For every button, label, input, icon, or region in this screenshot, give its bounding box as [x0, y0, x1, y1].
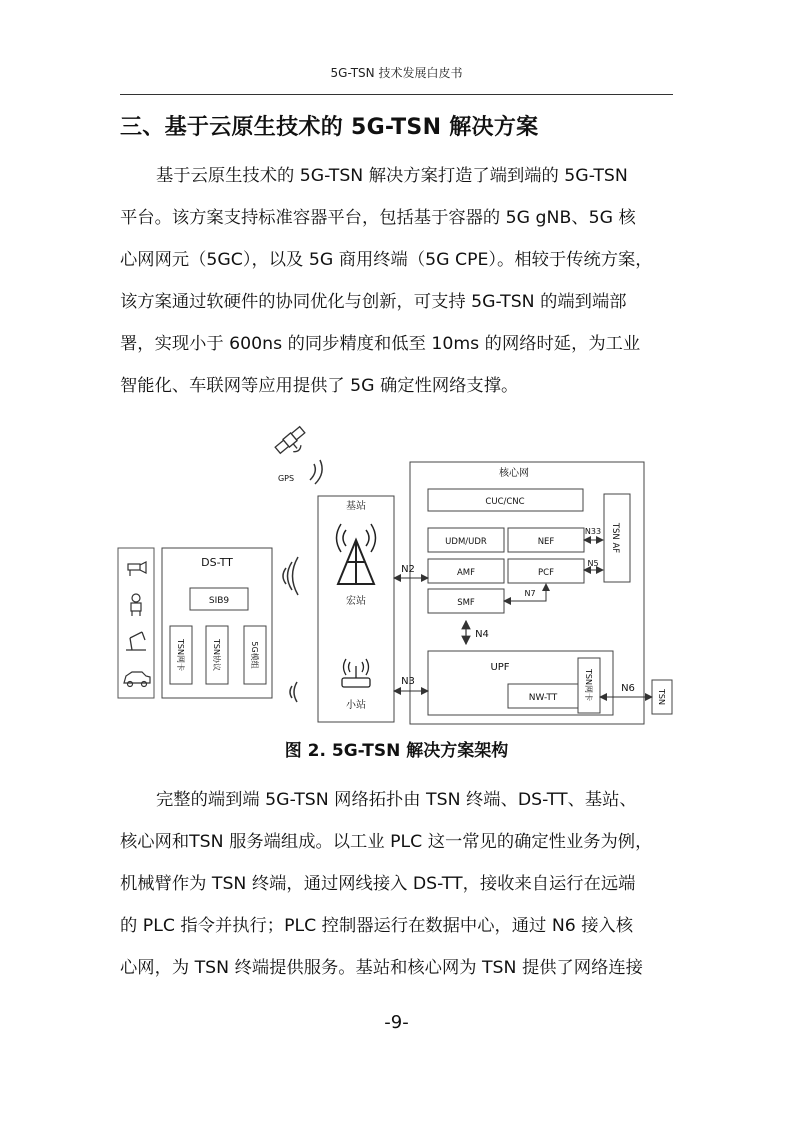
figure-caption: 图 2. 5G-TSN 解决方案架构 [284, 741, 509, 761]
nef-label: NEF [537, 537, 555, 547]
nwtt-label: NW-TT [528, 693, 558, 703]
running-header: 5G-TSN 技术发展白皮书 [330, 66, 463, 80]
dstt-title: DS-TT [201, 556, 233, 569]
tsn-server-label: TSN [657, 689, 666, 705]
paragraph-line: 署，实现小于 600ns 的同步精度和低至 10ms 的网络时延，为工业 [120, 334, 641, 354]
udm-label: UDM/UDR [445, 537, 487, 547]
n6-label: N6 [621, 683, 635, 694]
robot-arm-icon [126, 632, 146, 650]
n7-label: N7 [524, 589, 536, 598]
paragraph-line: 核心网和TSN 服务端组成。以工业 PLC 这一常见的确定性业务为例， [120, 832, 653, 852]
tsn-af-label: TSN AF [610, 522, 620, 554]
small-cell-label: 小站 [346, 700, 366, 711]
n3-label: N3 [401, 676, 415, 687]
upf-tsn-card-label: TSN网卡 [584, 669, 593, 701]
dstt-tsn-protocol-label: TSN协议 [212, 639, 221, 671]
satellite-icon [275, 426, 311, 461]
paragraph-2 [120, 779, 673, 989]
architecture-diagram [110, 418, 690, 734]
page-number: -9- [384, 1012, 409, 1033]
base-station-box [318, 496, 394, 722]
n4-label: N4 [475, 629, 489, 640]
paragraph-line: 机械臂作为 TSN 终端，通过网线接入 DS-TT，接收来自运行在远端 [120, 874, 636, 894]
paragraph-line: 完整的端到端 5G-TSN 网络拓扑由 TSN 终端、DS-TT、基站、 [156, 790, 637, 810]
paragraph-line: 智能化、车联网等应用提供了 5G 确定性网络支撑。 [120, 376, 519, 396]
core-network-title: 核心网 [499, 468, 529, 479]
wireless-signal-icon [283, 557, 298, 595]
pcf-label: PCF [538, 568, 554, 578]
n5-label: N5 [587, 559, 599, 568]
paragraph-line: 基于云原生技术的 5G-TSN 解决方案打造了端到端的 5G-TSN [156, 166, 628, 186]
gps-label: GPS [277, 474, 295, 483]
base-station-title: 基站 [346, 501, 366, 512]
gps-signal-icon [310, 460, 322, 484]
small-cell-router-icon [342, 659, 370, 687]
upf-label: UPF [490, 662, 510, 673]
car-icon [124, 672, 150, 687]
smf-label: SMF [457, 598, 475, 608]
dstt-5g-module-label: 5G模组 [250, 641, 259, 669]
dstt-tsn-card-label: TSN网卡 [176, 639, 185, 671]
paragraph-line: 平台。该方案支持标准容器平台，包括基于容器的 5G gNB、5G 核 [120, 208, 636, 228]
header-rule [120, 94, 673, 95]
paragraph-line: 的 PLC 指令并执行；PLC 控制器运行在数据中心，通过 N6 接入核 [120, 916, 634, 936]
section-title: 三、基于云原生技术的 5G-TSN 解决方案 [120, 115, 539, 140]
paragraph-line: 心网网元（5GC），以及 5G 商用终端（5G CPE）。相较于传统方案， [120, 250, 653, 270]
macro-cell-tower-icon [337, 524, 376, 584]
robot-icon [131, 594, 141, 616]
sib9-label: SIB9 [208, 596, 230, 606]
paragraph-1 [120, 155, 673, 407]
cuc-cnc-label: CUC/CNC [485, 497, 525, 507]
paragraph-line: 心网，为 TSN 终端提供服务。基站和核心网为 TSN 提供了网络连接 [120, 958, 643, 978]
wireless-signal-icon [290, 682, 297, 702]
amf-label: AMF [456, 568, 476, 578]
n33-label: N33 [584, 527, 602, 536]
camera-icon [128, 562, 146, 576]
n2-label: N2 [401, 564, 415, 575]
dstt-box [162, 548, 272, 698]
macro-cell-label: 宏站 [346, 596, 366, 607]
paragraph-line: 该方案通过软硬件的协同优化与创新，可支持 5G-TSN 的端到端部 [120, 292, 627, 312]
